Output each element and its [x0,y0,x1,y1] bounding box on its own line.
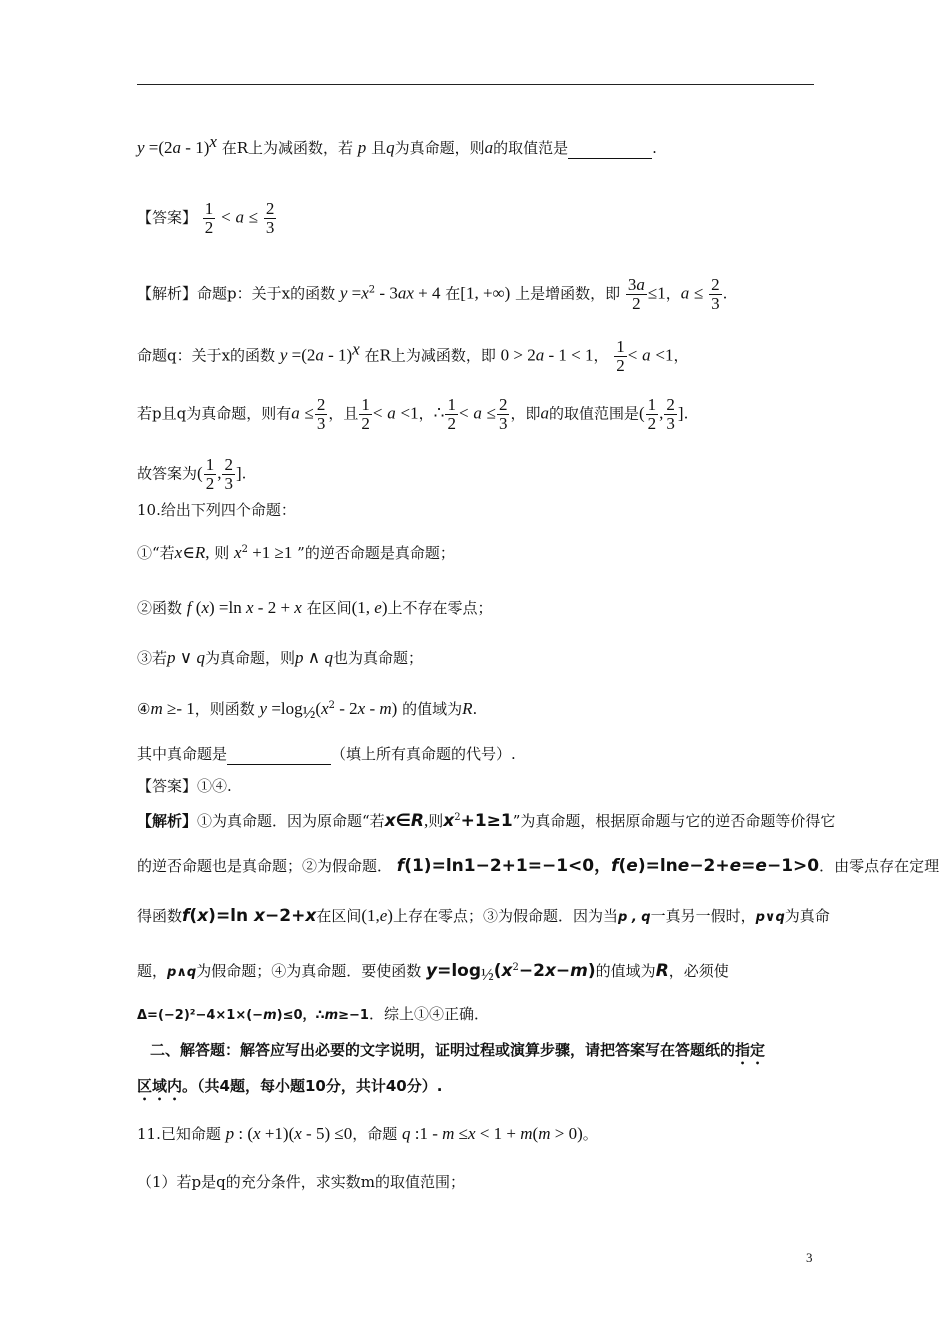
answer-blank [568,138,652,159]
q10-item-3: ③若p ∨ q为真命题，则p ∧ q也为真命题； [137,648,423,667]
text: 的取值范是 [493,139,569,157]
answer-label: 【答案】 [137,208,198,227]
q11-part-1: （1）若p是q的充分条件，求实数m的取值范围； [137,1173,465,1191]
q10-solution-1: 【解析】①为真命题．因为原命题“若x∈R,则$x^2+1\ge 1$”为真命题，根据原命题与它的逆否命题等价得它 [137,811,836,831]
text: 在R上为减函数，若 [221,139,353,157]
q10-solution-2: 的逆否命题也是真命题；②为假命题． f(1)=ln1−2+1=−1<0，f(e)=lne−2+e=e−1>0．由零点存在定理 [137,856,940,876]
q10-item-2: ②函数 f (x) =ln x - 2 + x 在区间(1, e)上不存在零点； [137,598,493,617]
analysis-label: 【解析】 [137,284,198,303]
q10-item-1: ①“若x∈R, 则 $x^2 +1 \ge 1$ ”的逆否命题是真命题； [137,543,455,562]
q10-title: 10.给出下列四个命题： [137,501,296,519]
q10-solution-5: Δ=(−2)²−4×1×(−m)≤0，∴m≥−1．综上①④正确． [137,1005,489,1023]
answer-blank [227,744,331,765]
header-rule [137,84,814,85]
q9-analysis-combined: 若p且q为真命题，则有a ≤ $\frac{2}{3}$ ，且 $\frac{1}{2}$ < a <1，∴ $\frac{1}{2}$ < a ≤ $\frac{2}{3}$ ，即a的取值范围是( $\frac{1}{2}$ , $\frac{2}{3}$ ]. [137,395,689,433]
q10-item-4: ④m ≥- 1，则函数 $y =\log_{\frac{1}{2}}(x^2 - 2x - m)$ 的值域为R. [137,699,478,722]
q10-ask: 其中真命题是 （填上所有真命题的代号）. [137,745,516,763]
q10-answer: 【答案】①④. [137,777,232,795]
q9-answer: 【答案】 $\frac{1}{2}$ < a ≤ $\frac{2}{3}$ [137,199,275,237]
math-expr: y [137,138,145,157]
text: 且 [371,139,387,157]
section-2-heading: 二、解答题：解答应写出必要的文字说明，证明过程或演算步骤，请把答案写在答题纸的指定 [150,1041,766,1059]
q10-solution-3: 得函数f(x)=ln x−2+x在区间(1,e)上存在零点；③为假命题．因为当p , q一真另一假时，p∨q为真命 [137,906,830,926]
q11-statement: 11.已知命题 p : (x +1)(x - 5) ≤0，命题 q :1 - m ≤x < 1 + m(m > 0)。 [137,1124,598,1143]
text: 为真命题，则 [394,139,485,157]
q9-final-answer: 故答案为( $\frac{1}{2}$ , $\frac{2}{3}$ ]. [137,455,247,493]
q9-statement-tail: y =(2a - 1)$^x$ 在R上为减函数，若 p 且q为真命题，则a的取值范是 . [137,132,657,157]
q9-analysis-p: 【解析】命题p：关于x的函数 $y =x^2 - 3ax + 4$ 在[1, +∞) 上是增函数，即 $\frac{3a}{2}$ ≤1，a ≤ $\frac{2}{3}$ . [137,275,728,313]
section-2-heading-cont: 区域内。（共4题，每小题10分，共计40分）. [137,1077,443,1095]
page-number: 3 [806,1250,813,1265]
q9-analysis-q: 命题q：关于x的函数 y =(2a - 1)$^x$ 在R上为减函数，即 0 > 2a - 1 < 1， $\frac{1}{2}$ < a <1， [137,337,689,375]
q10-solution-4: 题，p∧q为假命题；④为真命题．要使函数 $y=\log_{\frac{1}{2}}(x^2-2x-m)$的值域为R，必须使 [137,961,729,984]
